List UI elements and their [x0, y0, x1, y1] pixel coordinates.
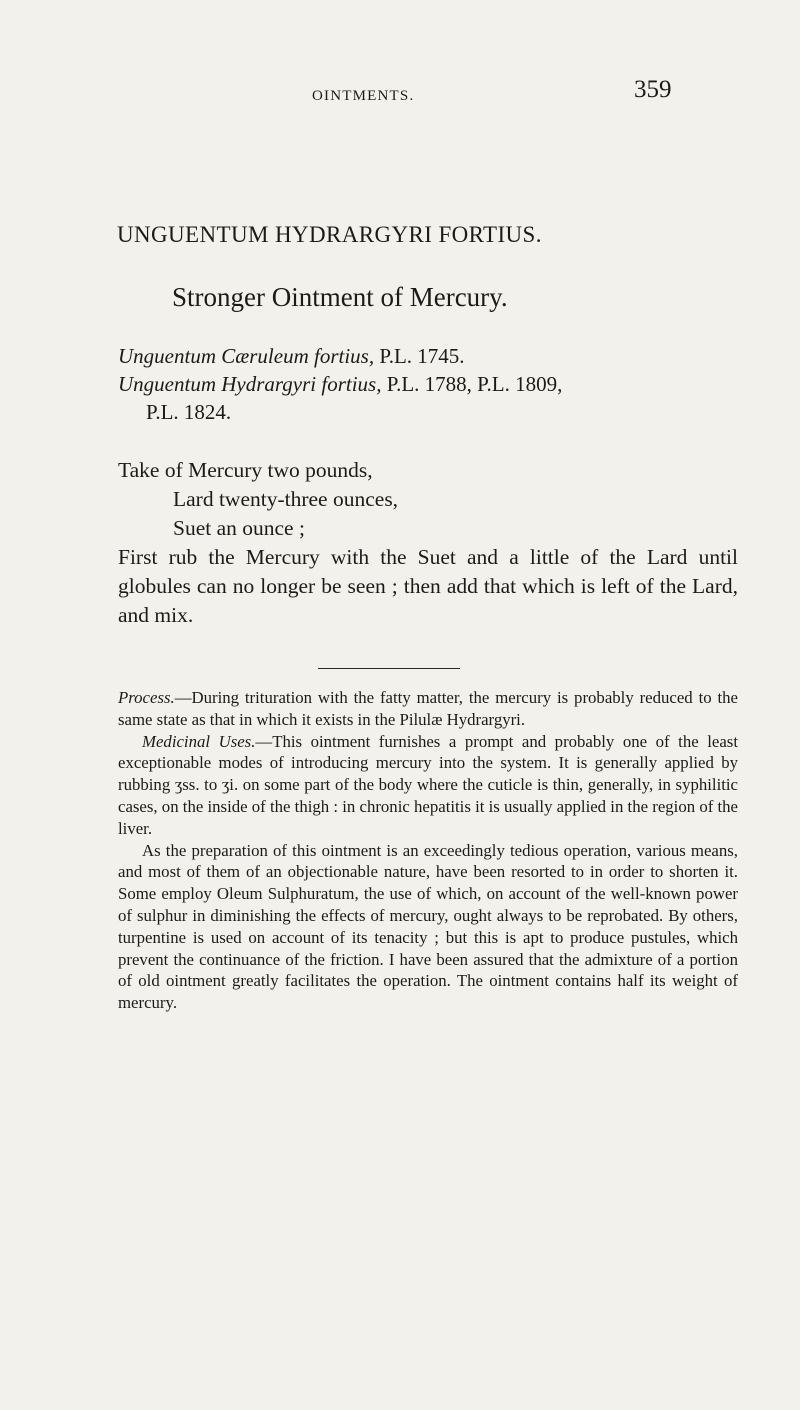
recipe-block [118, 456, 738, 630]
medicinal-uses-label: Medicinal Uses. [142, 731, 256, 751]
ingredient-line: Lard twenty-three ounces, [173, 487, 399, 511]
synonyms-block [118, 342, 738, 426]
section-subtitle: Stronger Ointment of Mercury. [172, 282, 508, 312]
page-number: 359 [634, 76, 672, 103]
process-paragraph [118, 687, 738, 731]
synonym-name: Unguentum Hydrargyri fortius, [118, 372, 382, 396]
synonym-line [118, 370, 738, 398]
process-text: —During trituration with the fatty matter, the mercury is probably reduced to the same state as that in which it exists in the Pilulæ Hydrargyri. [118, 688, 738, 729]
notes-block [118, 687, 738, 1014]
section-divider [318, 668, 460, 669]
ingredient-line: Take of Mercury two pounds, [118, 458, 373, 482]
section-title: UNGUENTUM HYDRARGYRI FORTIUS. [117, 222, 542, 247]
medicinal-uses-text: —This ointment furnishes a prompt and probably one of the least exceptionable modes of introducing mercury into the system. It is generally applied by rubbing ʒss. to ʒi. on some part of the body where the cuticle is thin, generally, in syphilitic cases, on the inside of the thigh : in chronic hepatitis it is usually applied in the region of the liver. [118, 731, 738, 838]
ingredient-line: Suet an ounce ; [173, 516, 305, 540]
synonym-reference: P.L. 1788, P.L. 1809, [381, 372, 563, 396]
running-head: OINTMENTS. [312, 88, 415, 104]
synonym-name: Unguentum Cæruleum fortius, [118, 344, 375, 368]
medicinal-uses-paragraph [118, 731, 738, 840]
recipe-directions: First rub the Mercury with the Suet and a little of the Lard until globules can no longer be seen ; then add that which is left of the Lard, and mix. [118, 545, 738, 627]
process-label: Process. [118, 688, 175, 707]
synonym-line-continued: P.L. 1824. [146, 400, 232, 424]
synonym-reference: P.L. 1745. [374, 344, 465, 368]
synonym-line [118, 342, 738, 370]
preparation-paragraph: As the preparation of this ointment is an exceedingly tedious operation, various means, and most of them of an objectionable nature, have been resorted to in order to shorten it. Some employ Oleum Sulphuratum, the use of which, on account of the well-known power of sulphur in diminishing the effects of mercury, ought always to be reprobated. By others, turpentine is used on account of its tenacity ; but this is apt to produce pustules, which prevent the continuance of the friction. I have been assured that the admixture of a portion of old ointment greatly facilitates the operation. The ointment contains half its weight of mercury. [118, 840, 738, 1013]
